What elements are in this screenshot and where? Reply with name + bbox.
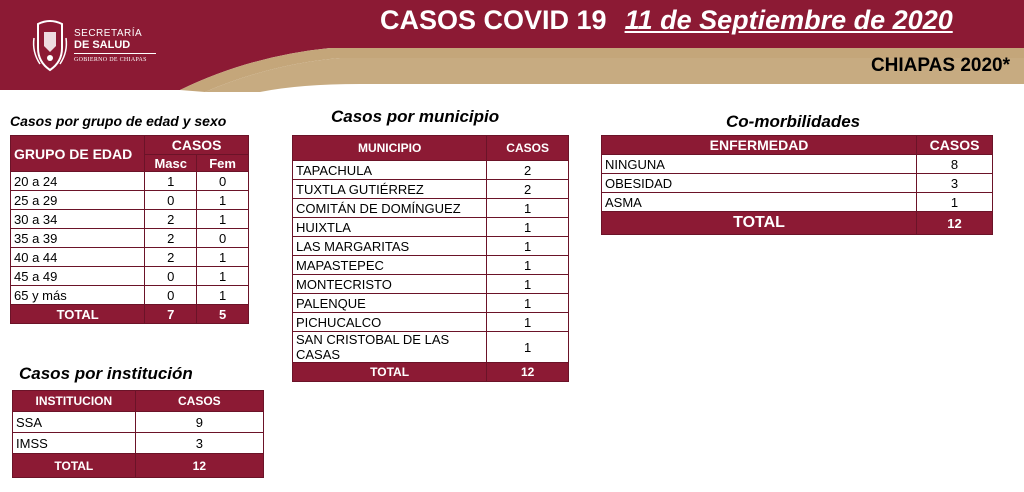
municipio-row-name: HUIXTLA bbox=[293, 218, 487, 237]
municipio-row-value: 1 bbox=[487, 332, 569, 363]
table-row bbox=[293, 332, 569, 363]
table-row bbox=[11, 229, 249, 248]
institucion-row-name: IMSS bbox=[13, 433, 136, 454]
comorb-total-value: 12 bbox=[917, 212, 993, 235]
edad-total-label: TOTAL bbox=[11, 305, 145, 324]
comorb-row-value: 1 bbox=[917, 193, 993, 212]
edad-col-group: GRUPO DE EDAD bbox=[11, 136, 145, 172]
comorb-table bbox=[601, 135, 993, 235]
table-row bbox=[293, 237, 569, 256]
secretaria-salud-logo bbox=[30, 18, 160, 78]
edad-row-masc: 2 bbox=[145, 210, 197, 229]
institucion-total-label: TOTAL bbox=[13, 454, 136, 478]
edad-heading: Casos por grupo de edad y sexo bbox=[10, 113, 227, 129]
table-row bbox=[11, 248, 249, 267]
comorb-row-value: 8 bbox=[917, 155, 993, 174]
municipio-row-value: 1 bbox=[487, 275, 569, 294]
edad-row-label: 45 a 49 bbox=[11, 267, 145, 286]
edad-row-fem: 1 bbox=[197, 248, 249, 267]
table-row bbox=[602, 193, 993, 212]
institucion-row-value: 3 bbox=[135, 433, 263, 454]
comorb-row-name: OBESIDAD bbox=[602, 174, 917, 193]
comorb-row-name: ASMA bbox=[602, 193, 917, 212]
institucion-table bbox=[12, 390, 264, 478]
edad-row-label: 20 a 24 bbox=[11, 172, 145, 191]
edad-row-label: 30 a 34 bbox=[11, 210, 145, 229]
table-row bbox=[13, 412, 264, 433]
table-row bbox=[11, 267, 249, 286]
edad-row-label: 35 a 39 bbox=[11, 229, 145, 248]
page-title bbox=[380, 5, 953, 36]
table-row bbox=[293, 294, 569, 313]
table-row bbox=[293, 199, 569, 218]
municipio-table bbox=[292, 135, 569, 382]
chiapas-seal-icon bbox=[30, 18, 70, 73]
table-row bbox=[11, 172, 249, 191]
logo-line-3: GOBIERNO DE CHIAPAS bbox=[74, 57, 147, 63]
edad-total-fem: 5 bbox=[197, 305, 249, 324]
header-banner bbox=[0, 0, 1024, 92]
municipio-col-name: MUNICIPIO bbox=[293, 136, 487, 161]
edad-row-masc: 0 bbox=[145, 191, 197, 210]
table-row bbox=[602, 155, 993, 174]
table-row bbox=[293, 313, 569, 332]
edad-row-label: 40 a 44 bbox=[11, 248, 145, 267]
edad-row-masc: 0 bbox=[145, 267, 197, 286]
edad-row-masc: 2 bbox=[145, 248, 197, 267]
municipio-row-name: COMITÁN DE DOMÍNGUEZ bbox=[293, 199, 487, 218]
edad-row-label: 25 a 29 bbox=[11, 191, 145, 210]
table-row bbox=[293, 161, 569, 180]
edad-row-fem: 0 bbox=[197, 172, 249, 191]
municipio-row-value: 1 bbox=[487, 256, 569, 275]
municipio-row-name: MAPASTEPEC bbox=[293, 256, 487, 275]
edad-row-masc: 1 bbox=[145, 172, 197, 191]
municipio-row-value: 1 bbox=[487, 313, 569, 332]
municipio-row-value: 1 bbox=[487, 218, 569, 237]
institucion-heading: Casos por institución bbox=[19, 364, 193, 383]
institucion-col-casos: CASOS bbox=[135, 391, 263, 412]
title-text: CASOS COVID 19 bbox=[380, 5, 607, 35]
edad-row-fem: 1 bbox=[197, 191, 249, 210]
municipio-row-name: TUXTLA GUTIÉRREZ bbox=[293, 180, 487, 199]
municipio-row-value: 1 bbox=[487, 199, 569, 218]
municipio-row-value: 2 bbox=[487, 180, 569, 199]
edad-row-label: 65 y más bbox=[11, 286, 145, 305]
edad-row-fem: 1 bbox=[197, 267, 249, 286]
logo-line-1: SECRETARÍA bbox=[74, 28, 143, 39]
comorb-heading: Co-morbilidades bbox=[726, 112, 861, 131]
logo-divider bbox=[74, 53, 156, 54]
edad-col-casos: CASOS bbox=[145, 136, 249, 155]
comorb-row-value: 3 bbox=[917, 174, 993, 193]
table-row bbox=[293, 275, 569, 294]
institucion-total-value: 12 bbox=[135, 454, 263, 478]
edad-row-masc: 2 bbox=[145, 229, 197, 248]
edad-total-masc: 7 bbox=[145, 305, 197, 324]
comorb-row-name: NINGUNA bbox=[602, 155, 917, 174]
institucion-row-value: 9 bbox=[135, 412, 263, 433]
edad-row-masc: 0 bbox=[145, 286, 197, 305]
municipio-row-value: 2 bbox=[487, 161, 569, 180]
table-row bbox=[293, 218, 569, 237]
municipio-row-name: MONTECRISTO bbox=[293, 275, 487, 294]
edad-col-masc: Masc bbox=[145, 155, 197, 172]
table-row bbox=[11, 191, 249, 210]
edad-table bbox=[10, 135, 249, 324]
comorb-total-label: TOTAL bbox=[602, 212, 917, 235]
table-row bbox=[13, 433, 264, 454]
municipio-row-value: 1 bbox=[487, 237, 569, 256]
municipio-heading: Casos por municipio bbox=[331, 107, 500, 126]
edad-col-fem: Fem bbox=[197, 155, 249, 172]
table-row bbox=[293, 180, 569, 199]
comorb-col-enf: ENFERMEDAD bbox=[602, 136, 917, 155]
municipio-col-casos: CASOS bbox=[487, 136, 569, 161]
edad-row-fem: 1 bbox=[197, 210, 249, 229]
comorb-col-casos: CASOS bbox=[917, 136, 993, 155]
edad-row-fem: 1 bbox=[197, 286, 249, 305]
municipio-row-name: PICHUCALCO bbox=[293, 313, 487, 332]
municipio-row-name: PALENQUE bbox=[293, 294, 487, 313]
report-date: 11 de Septiembre de 2020 bbox=[624, 5, 953, 35]
table-row bbox=[602, 174, 993, 193]
table-row bbox=[11, 286, 249, 305]
municipio-row-name: TAPACHULA bbox=[293, 161, 487, 180]
region-subtitle: CHIAPAS 2020* bbox=[870, 55, 1010, 76]
institucion-col-name: INSTITUCION bbox=[13, 391, 136, 412]
municipio-total-label: TOTAL bbox=[293, 363, 487, 382]
municipio-row-name: SAN CRISTOBAL DE LAS CASAS bbox=[293, 332, 487, 363]
edad-row-fem: 0 bbox=[197, 229, 249, 248]
table-row bbox=[293, 256, 569, 275]
municipio-row-value: 1 bbox=[487, 294, 569, 313]
logo-line-2: DE SALUD bbox=[74, 39, 131, 51]
table-row bbox=[11, 210, 249, 229]
municipio-row-name: LAS MARGARITAS bbox=[293, 237, 487, 256]
municipio-total-value: 12 bbox=[487, 363, 569, 382]
institucion-row-name: SSA bbox=[13, 412, 136, 433]
